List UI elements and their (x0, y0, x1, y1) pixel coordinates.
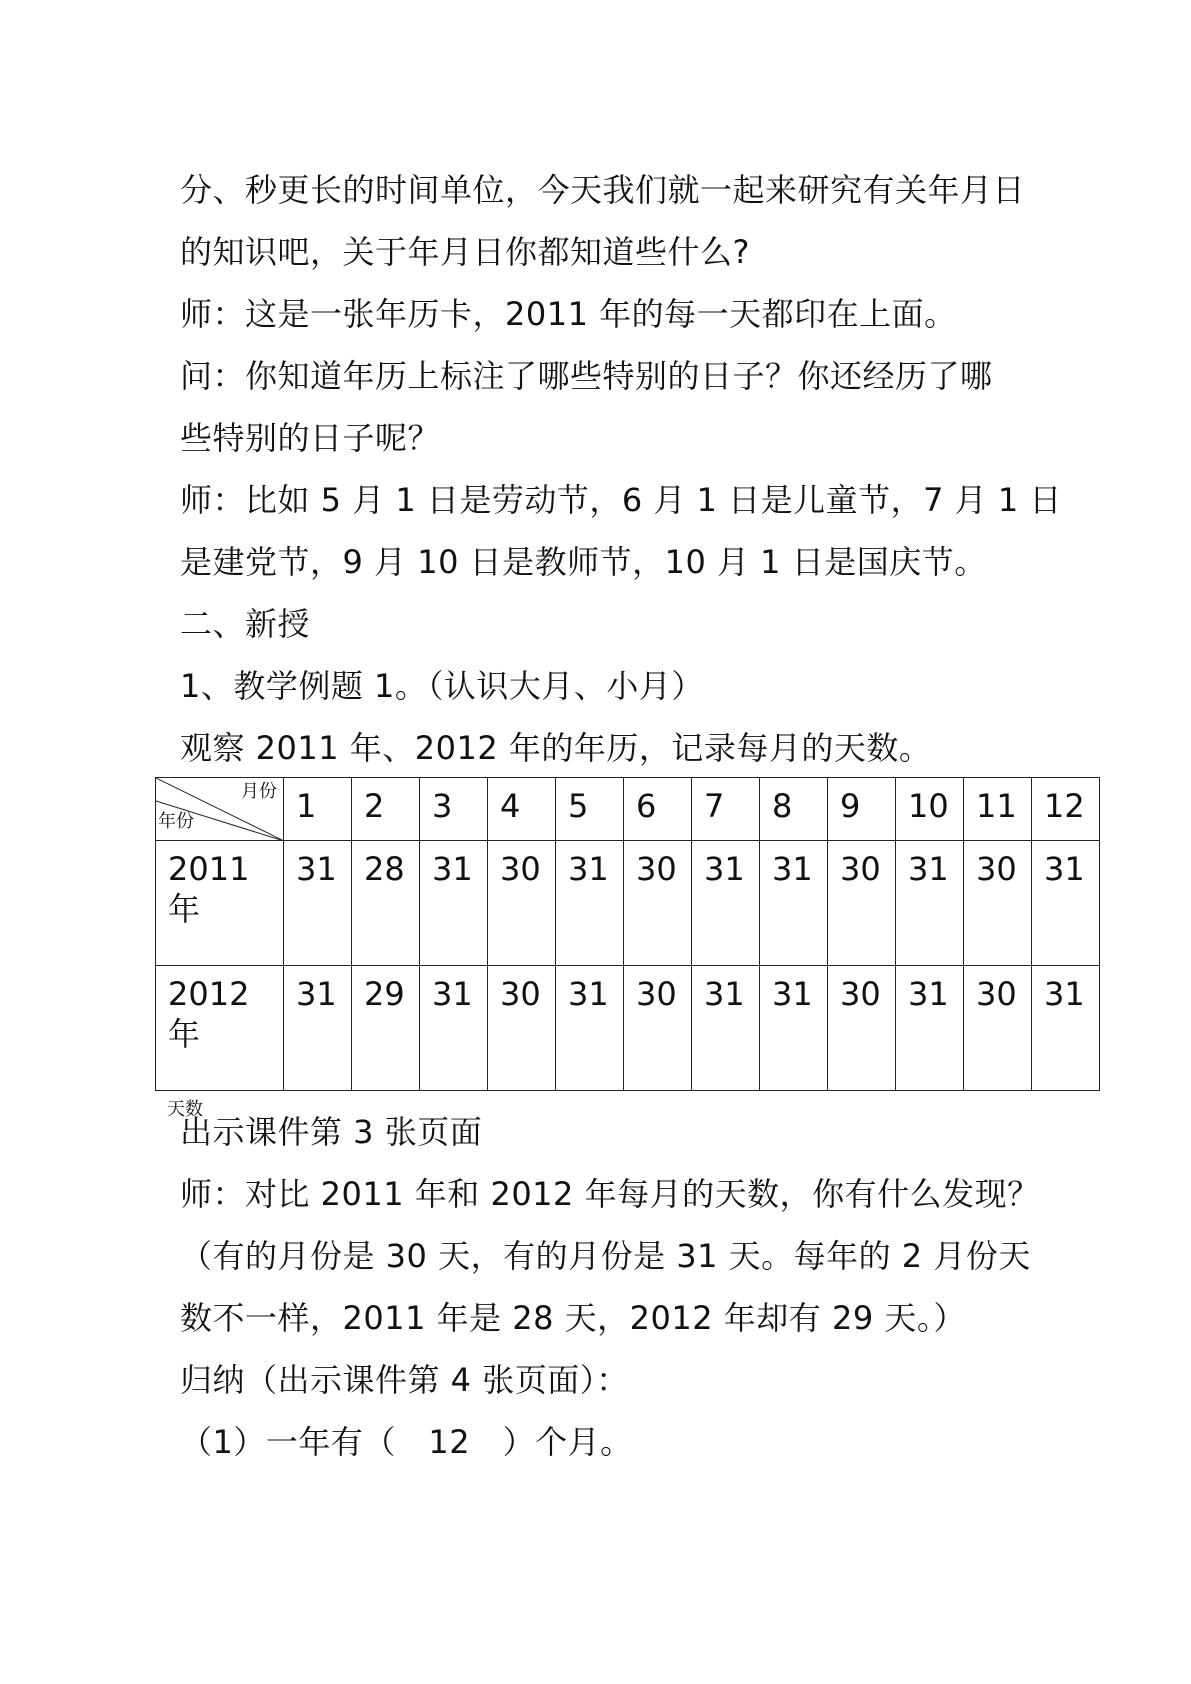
days-cell: 31 (1032, 841, 1100, 966)
days-cell: 30 (964, 966, 1032, 1091)
year-unit: 年 (168, 890, 201, 928)
text-line: 观察 2011 年、2012 年的年历，记录每月的天数。 (180, 729, 932, 767)
days-cell: 31 (420, 966, 488, 1091)
section-heading: 二、新授 (180, 605, 311, 643)
month-header: 12 (1032, 778, 1100, 841)
month-header: 8 (760, 778, 828, 841)
days-cell: 30 (488, 966, 556, 1091)
days-cell: 30 (828, 966, 896, 1091)
text-line: 师：对比 2011 年和 2012 年每月的天数，你有什么发现？ (180, 1175, 1040, 1213)
days-cell: 30 (964, 841, 1032, 966)
days-cell: 28 (352, 841, 420, 966)
month-header: 6 (624, 778, 692, 841)
days-cell: 31 (556, 966, 624, 1091)
text-line: 出示课件第 3 张页面 (180, 1113, 483, 1151)
month-header: 5 (556, 778, 624, 841)
text-line: 的知识吧，关于年月日你都知道些什么? (180, 233, 750, 271)
days-cell: 31 (692, 966, 760, 1091)
month-header: 9 (828, 778, 896, 841)
days-cell: 31 (896, 966, 964, 1091)
year-cell (156, 841, 284, 966)
days-cell: 30 (624, 841, 692, 966)
month-header: 10 (896, 778, 964, 841)
month-header: 3 (420, 778, 488, 841)
month-header: 4 (488, 778, 556, 841)
days-cell: 31 (284, 841, 352, 966)
days-cell: 31 (1032, 966, 1100, 1091)
text-line: 分、秒更长的时间单位，今天我们就一起来研究有关年月日 (180, 171, 1026, 209)
days-table (155, 777, 1100, 1091)
days-cell: 30 (828, 841, 896, 966)
days-cell: 30 (488, 841, 556, 966)
days-cell: 30 (624, 966, 692, 1091)
example-heading: 1、教学例题 1。（认识大月、小月） (180, 667, 704, 705)
month-header: 2 (352, 778, 420, 841)
days-cell: 29 (352, 966, 420, 1091)
table-header-row (156, 778, 1100, 841)
days-cell: 31 (556, 841, 624, 966)
month-header: 1 (284, 778, 352, 841)
text-line: 些特别的日子呢？ (180, 419, 441, 457)
year-value: 2011 (168, 850, 250, 888)
text-line: 问：你知道年历上标注了哪些特别的日子？你还经历了哪 (180, 357, 993, 395)
text-line: 师：这是一张年历卡，2011 年的每一天都印在上面。 (180, 295, 957, 333)
table-row (156, 966, 1100, 1091)
corner-month-label: 月份 (241, 781, 277, 802)
year-cell (156, 966, 284, 1091)
corner-year-label: 年份 (158, 811, 194, 832)
year-unit: 年 (168, 1015, 201, 1053)
text-line: 师：比如 5 月 1 日是劳动节，6 月 1 日是儿童节，7 月 1 日 (180, 481, 1062, 519)
days-cell: 31 (284, 966, 352, 1091)
year-value: 2012 (168, 975, 250, 1013)
table-row (156, 841, 1100, 966)
text-line: 数不一样，2011 年是 28 天，2012 年却有 29 天。） (180, 1299, 966, 1337)
days-cell: 31 (420, 841, 488, 966)
text-line: （1）一年有（ 12 ）个月。 (180, 1423, 633, 1461)
month-header: 11 (964, 778, 1032, 841)
days-cell: 31 (760, 966, 828, 1091)
corner-cell (156, 778, 284, 841)
text-line: 是建党节，9 月 10 日是教师节，10 月 1 日是国庆节。 (180, 543, 987, 581)
text-line: （有的月份是 30 天，有的月份是 31 天。每年的 2 月份天 (180, 1237, 1031, 1275)
month-header: 7 (692, 778, 760, 841)
days-cell: 31 (760, 841, 828, 966)
corner-days-label: 天数 (167, 1099, 203, 1120)
days-cell: 31 (692, 841, 760, 966)
days-cell: 31 (896, 841, 964, 966)
text-line: 归纳（出示课件第 4 张页面）： (180, 1361, 629, 1399)
